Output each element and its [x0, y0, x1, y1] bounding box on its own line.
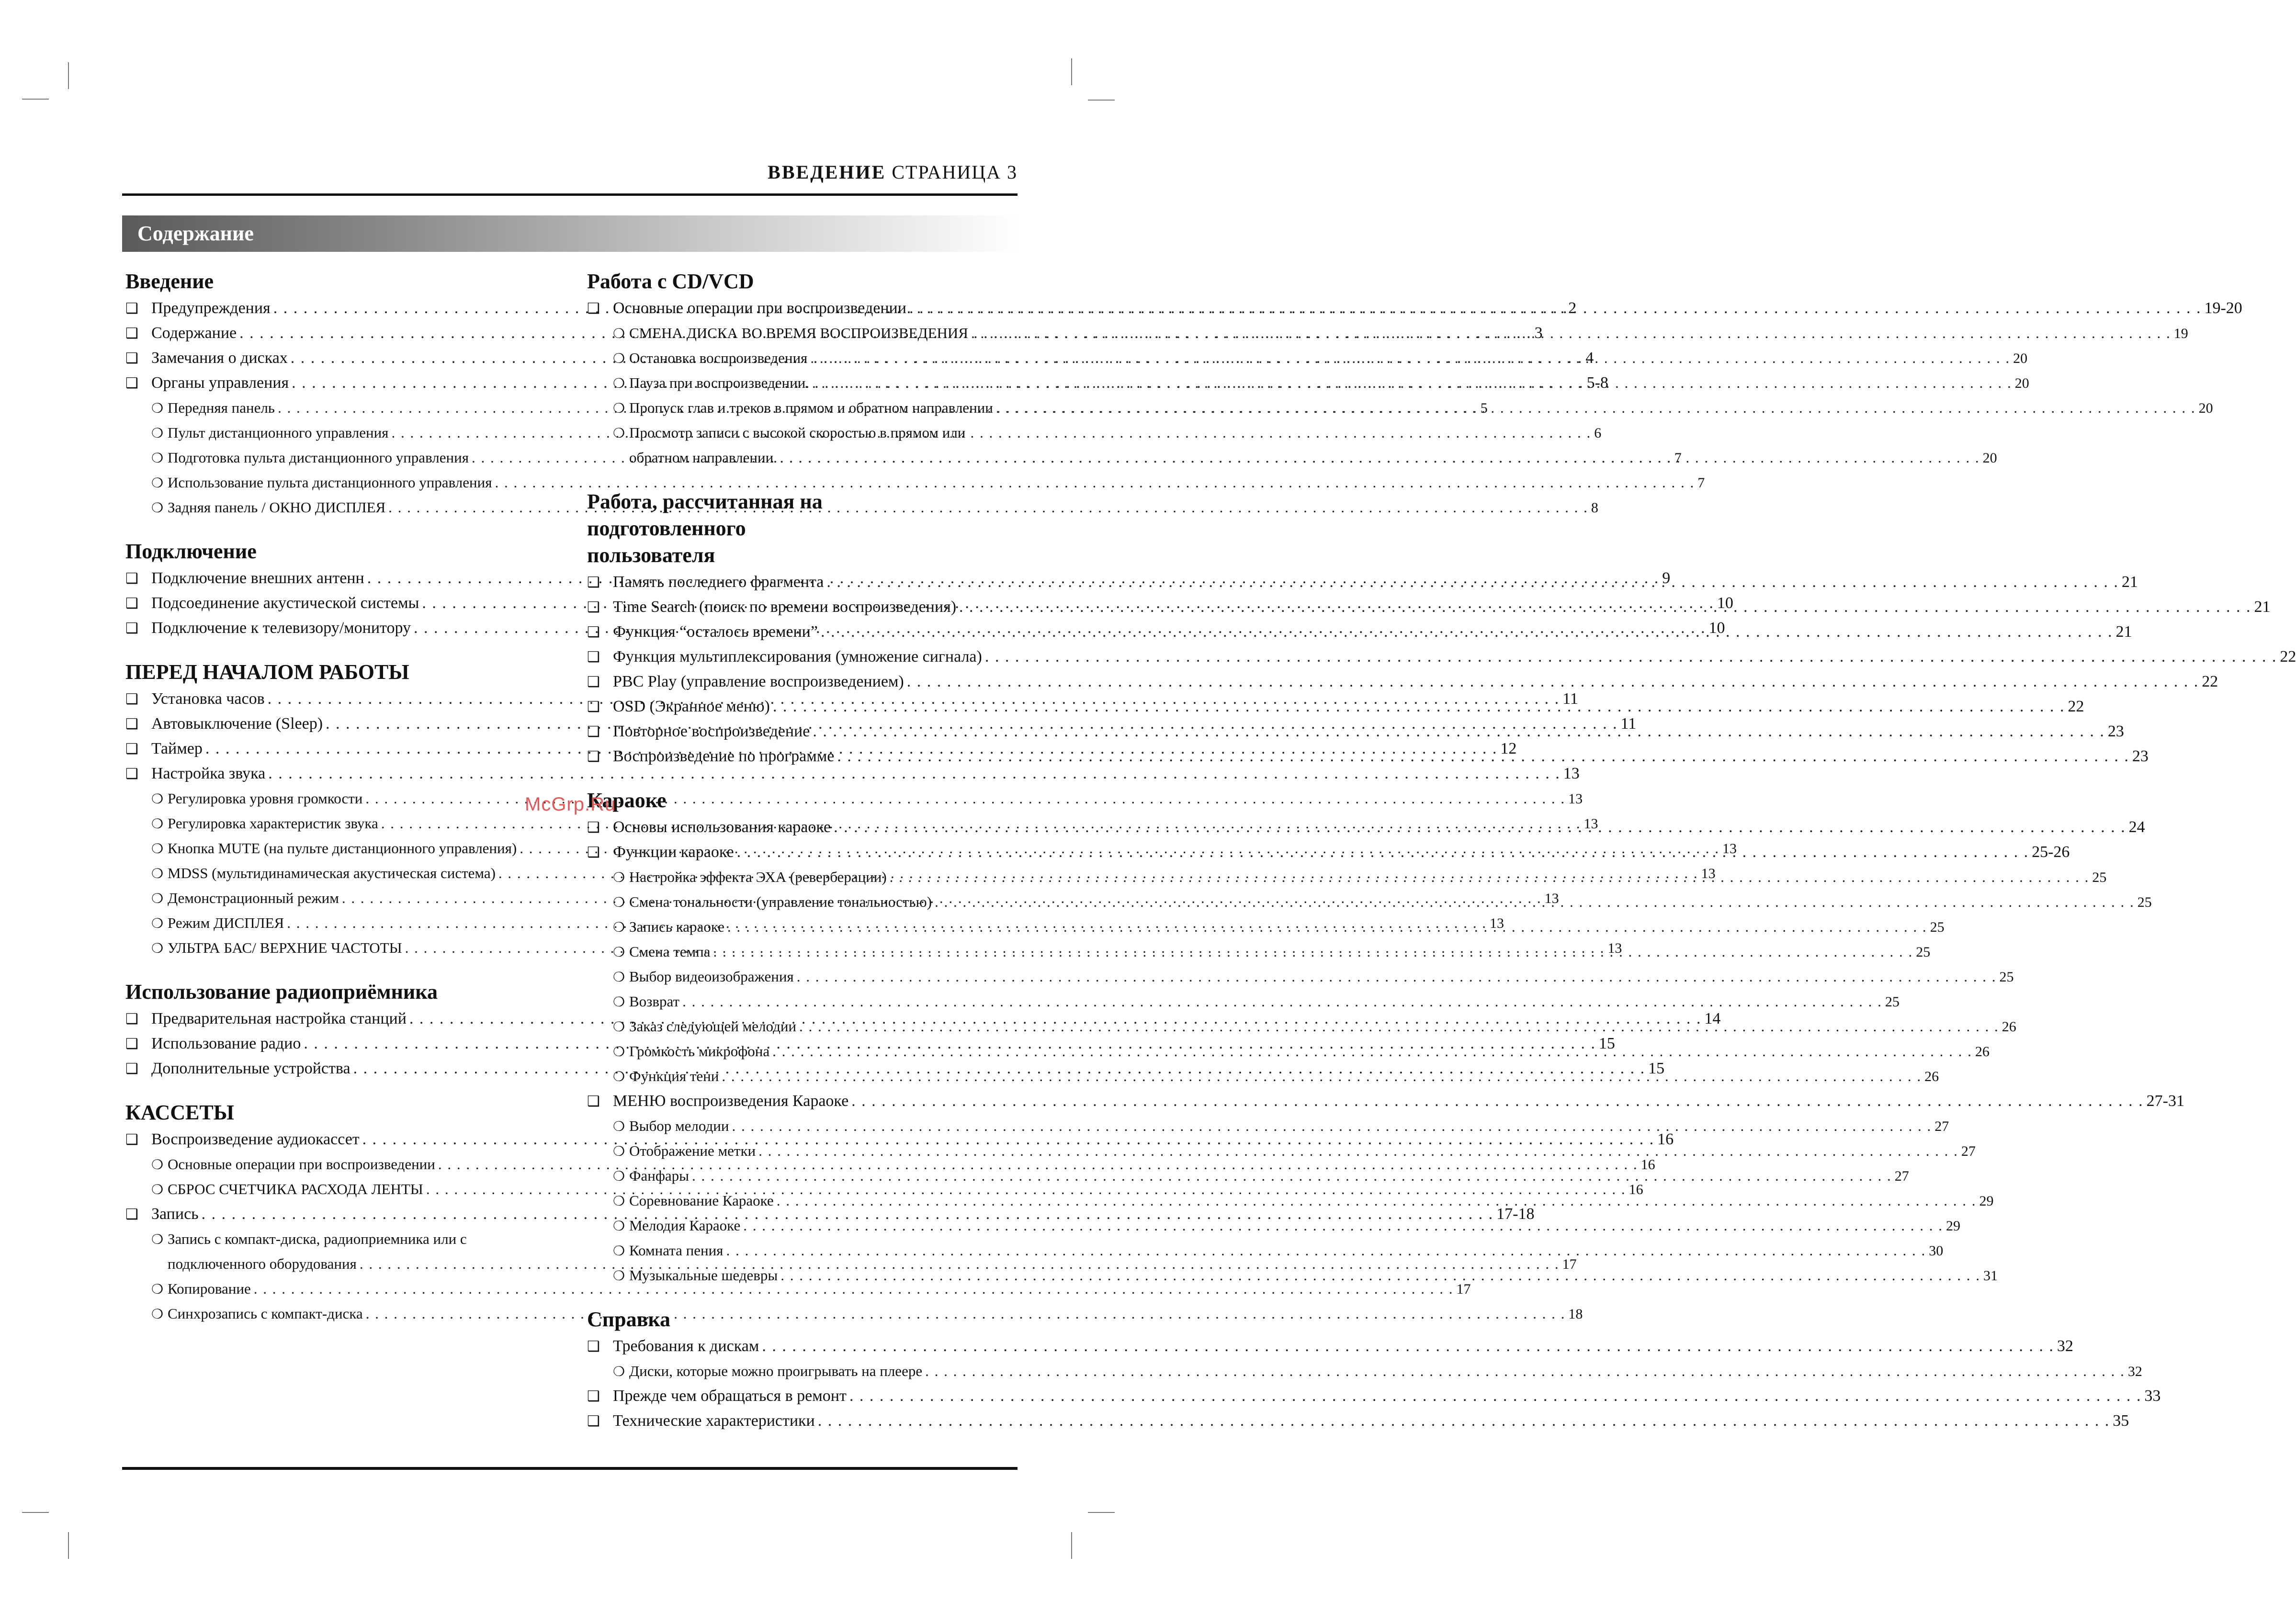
entry-page: 19 — [2173, 326, 2188, 341]
circle-bullet-icon: ❍ — [151, 891, 164, 906]
entry-page: 26 — [2002, 1019, 2016, 1035]
checkbox-bullet-icon: ❑ — [125, 766, 138, 782]
dot-leader — [692, 1163, 1892, 1188]
toc-entry[interactable] — [587, 1238, 1944, 1263]
entry-text: Синхрозапись с компакт-диска — [168, 1305, 363, 1322]
entry-text: Использование пульта дистанционного управления — [168, 474, 492, 491]
entry-page: 13 — [1583, 816, 1598, 832]
entry-page: 21 — [2254, 598, 2271, 616]
header-section: ВВЕДЕНИЕ — [768, 161, 886, 183]
entry-text: Память последнего фрагмента — [613, 573, 824, 591]
entry-page: 29 — [1979, 1193, 1994, 1209]
checkbox-bullet-icon: ❑ — [587, 599, 600, 615]
entry-text: Подготовка пульта дистанционного управления — [168, 449, 469, 466]
circle-bullet-icon: ❍ — [151, 501, 164, 516]
dot-leader — [834, 815, 2126, 840]
circle-bullet-icon: ❍ — [613, 945, 625, 960]
entry-page: 13 — [1607, 940, 1622, 956]
dot-leader — [996, 395, 2196, 420]
toc-entry[interactable] — [587, 296, 2242, 321]
checkbox-bullet-icon: ❑ — [587, 845, 600, 860]
checkbox-bullet-icon: ❑ — [587, 674, 600, 690]
dot-leader — [812, 371, 2012, 395]
circle-bullet-icon: ❍ — [151, 842, 164, 857]
entry-page: 20 — [2014, 375, 2029, 391]
dot-leader — [773, 694, 2065, 719]
header-page-label: СТРАНИЦА 3 — [892, 161, 1018, 183]
entry-text: Демонстрационный режим — [168, 890, 339, 906]
circle-bullet-icon: ❍ — [151, 1307, 164, 1322]
circle-bullet-icon: ❍ — [613, 327, 625, 341]
toc-entry[interactable] — [587, 420, 1013, 445]
entry-page: 25 — [1885, 994, 1900, 1010]
entry-text: Задняя панель / ОКНО ДИСПЛЕЯ — [168, 499, 386, 516]
entry-page: 25 — [1916, 944, 1931, 960]
entry-page: 27 — [1894, 1168, 1909, 1184]
entry-page: 18 — [1568, 1306, 1583, 1322]
circle-bullet-icon: ❍ — [613, 870, 625, 885]
entry-text: Заказ следующей мелодии — [629, 1018, 797, 1035]
entry-text: Прежде чем обращаться в ремонт — [613, 1387, 847, 1405]
circle-bullet-icon: ❍ — [613, 895, 625, 910]
entry-text: Выбор мелодии — [629, 1117, 729, 1134]
entry-text: Воспроизведение по программе — [613, 747, 835, 765]
entry-text: Замечания о дисках — [151, 349, 288, 367]
entry-text: Подключение к телевизору/монитору — [151, 619, 411, 637]
section-title: Использование радиоприёмника — [125, 980, 438, 1004]
circle-bullet-icon: ❍ — [613, 351, 625, 366]
entry-page: 31 — [1983, 1268, 1998, 1284]
dot-leader — [925, 1359, 2125, 1384]
entry-page: 27 — [1934, 1118, 1949, 1134]
dot-leader — [813, 719, 2105, 744]
entry-text: Подключение внешних антенн — [151, 569, 364, 587]
watermark: McGrp.Ru — [525, 794, 616, 815]
contents-title: Содержание — [137, 222, 254, 245]
dot-leader — [851, 1089, 2144, 1114]
entry-page: 10 — [1717, 594, 1733, 612]
entry-page: 3 — [1534, 324, 1543, 342]
checkbox-bullet-icon: ❑ — [125, 716, 138, 732]
entry-text: Режим ДИСПЛЕЯ — [168, 914, 284, 931]
entry-page: 30 — [1929, 1243, 1944, 1259]
entry-page: 17 — [1456, 1281, 1471, 1297]
checkbox-bullet-icon: ❑ — [125, 596, 138, 611]
entry-text: Time Search (поиск по времени воспроизведения) — [613, 598, 957, 616]
entry-text: Функция “осталось времени” — [613, 623, 818, 641]
page-header — [122, 161, 1018, 190]
checkbox-bullet-icon: ❑ — [125, 741, 138, 757]
entry-page: 14 — [1704, 1010, 1721, 1027]
toc-entry[interactable] — [587, 1409, 2129, 1433]
dot-leader — [985, 644, 2277, 669]
entry-page: 26 — [1975, 1044, 1990, 1060]
checkbox-bullet-icon: ❑ — [125, 375, 138, 391]
entry-text: Запись с компакт-диска, радиоприемника или с — [168, 1230, 467, 1247]
section-title: Работа, рассчитанная на подготовленного пользователя — [587, 490, 823, 567]
checkbox-bullet-icon: ❑ — [587, 1388, 600, 1404]
circle-bullet-icon: ❍ — [151, 792, 164, 807]
checkbox-bullet-icon: ❑ — [587, 1339, 600, 1354]
entry-text: Дополнительные устройства — [151, 1060, 351, 1077]
entry-text: Отображение метки — [629, 1142, 756, 1159]
entry-page: 16 — [1629, 1182, 1643, 1197]
circle-bullet-icon: ❍ — [151, 916, 164, 931]
entry-page: 7 — [1697, 475, 1705, 491]
checkbox-bullet-icon: ❑ — [587, 649, 600, 665]
entry-page: 17 — [1562, 1256, 1577, 1272]
entry-page: 29 — [1945, 1218, 1960, 1234]
entry-text: Пульт дистанционного управления — [168, 424, 389, 441]
dot-leader — [780, 445, 1980, 470]
dot-leader — [772, 1039, 1972, 1064]
entry-text: Основные операции при воспроизведении — [613, 299, 906, 317]
dot-leader — [762, 1334, 2054, 1359]
toc-entry[interactable] — [125, 761, 1580, 786]
circle-bullet-icon: ❍ — [613, 970, 625, 985]
circle-bullet-icon: ❍ — [613, 1045, 625, 1060]
dot-leader — [726, 1238, 1926, 1263]
entry-text: СМЕНА ДИСКА ВО ВРЕМЯ ВОСПРОИЗВЕДЕНИЯ — [629, 325, 968, 341]
footer-rule — [122, 1467, 1018, 1470]
entry-page: 32 — [2127, 1364, 2142, 1379]
entry-text: Мелодия Караоке — [629, 1217, 741, 1234]
entry-text: Установка часов — [151, 690, 265, 708]
entry-text: Остановка воспроизведения — [629, 350, 808, 366]
entry-text: Громкость микрофона — [629, 1043, 770, 1060]
dot-leader — [837, 744, 2129, 769]
entry-page: 12 — [1500, 740, 1517, 757]
dot-leader — [758, 1139, 1958, 1163]
entry-page: 27-31 — [2146, 1092, 2184, 1110]
entry-page: 15 — [1598, 1035, 1615, 1052]
entry-text: подключенного оборудования — [168, 1255, 357, 1272]
entry-text: Основные операции при воспроизведении — [168, 1156, 435, 1173]
circle-bullet-icon: ❍ — [613, 1244, 625, 1259]
entry-text: Диски, которые можно проигрывать на плеере — [629, 1363, 923, 1379]
entry-text: Содержание — [151, 324, 237, 342]
checkbox-bullet-icon: ❑ — [125, 326, 138, 341]
entry-text: СБРОС СЧЕТЧИКА РАСХОДА ЛЕНТЫ — [168, 1181, 423, 1197]
entry-page: 5 — [1480, 400, 1488, 416]
entry-text: Повторное воспроизведение — [613, 722, 810, 740]
checkbox-bullet-icon: ❑ — [587, 624, 600, 640]
section-title: Караоке — [587, 789, 667, 812]
toc-entry[interactable] — [587, 964, 2014, 989]
entry-text: Выбор видеоизображения — [629, 968, 794, 985]
checkbox-bullet-icon: ❑ — [125, 1011, 138, 1027]
entry-page: 25 — [1930, 919, 1945, 935]
circle-bullet-icon: ❍ — [151, 476, 164, 491]
entry-page: 25 — [2137, 894, 2152, 910]
entry-text: Кнопка MUTE (на пульте дистанционного управления) — [168, 840, 517, 857]
dot-leader — [826, 570, 2119, 595]
circle-bullet-icon: ❍ — [151, 401, 164, 416]
entry-text: обратном направлении. — [629, 449, 777, 466]
toc-entry[interactable] — [587, 1359, 2142, 1384]
entry-text: Функция тени — [629, 1068, 719, 1084]
checkbox-bullet-icon: ❑ — [125, 620, 138, 636]
entry-text: Органы управления — [151, 374, 289, 392]
circle-bullet-icon: ❍ — [151, 1232, 164, 1247]
crop-mark — [1088, 1512, 1115, 1513]
entry-text: МЕНЮ воспроизведения Караоке — [613, 1092, 849, 1110]
checkbox-bullet-icon: ❑ — [125, 301, 138, 316]
entry-page: 11 — [1562, 690, 1578, 708]
entry-text: Соревнование Караоке — [629, 1192, 774, 1209]
toc-entry[interactable] — [587, 346, 2028, 371]
checkbox-bullet-icon: ❑ — [587, 820, 600, 835]
entry-text: Настройка звука — [151, 765, 266, 782]
toc-entry[interactable] — [125, 1227, 550, 1252]
entry-text: Функция мультиплексирования (умножение сигнала) — [613, 648, 982, 666]
entry-page: 6 — [1594, 425, 1602, 441]
entry-text: Регулировка уровня громкости — [168, 790, 363, 807]
entry-text: Подсоединение акустической системы — [151, 594, 419, 612]
dot-leader — [799, 1014, 1999, 1039]
section-title: Подключение — [125, 540, 257, 563]
dot-leader — [797, 964, 1997, 989]
dot-leader — [743, 1213, 1943, 1238]
circle-bullet-icon: ❍ — [613, 1269, 625, 1284]
entry-text: Передняя панель — [168, 399, 275, 416]
circle-bullet-icon: ❍ — [613, 401, 625, 416]
entry-page: 16 — [1640, 1157, 1655, 1173]
dot-leader — [971, 321, 2171, 346]
crop-mark — [68, 62, 69, 89]
entry-page: 22 — [2202, 673, 2218, 690]
toc-entry[interactable] — [587, 395, 2213, 420]
entry-page: 22 — [2280, 648, 2296, 666]
entry-page: 17-18 — [1496, 1205, 1535, 1223]
entry-page: 21 — [2115, 623, 2132, 641]
section-title: КАССЕТЫ — [125, 1101, 234, 1124]
circle-bullet-icon: ❍ — [613, 1070, 625, 1084]
circle-bullet-icon: ❍ — [151, 867, 164, 881]
toc-entry[interactable] — [587, 321, 2188, 346]
entry-text: Смена тональности (управление тональностью) — [629, 893, 932, 910]
entry-text: Требования к дискам — [613, 1337, 759, 1355]
entry-page: 10 — [1708, 619, 1725, 637]
entry-page: 35 — [2113, 1412, 2129, 1430]
entry-text: Пауза при воспроизведении. — [629, 374, 809, 391]
entry-text: Запись караоке — [629, 918, 724, 935]
entry-page: 13 — [1701, 866, 1716, 881]
entry-page: 20 — [1982, 450, 1997, 466]
entry-page: 13 — [1489, 915, 1504, 931]
section-title: Работа с CD/VCD — [587, 270, 754, 293]
entry-text: Таймер — [151, 740, 203, 757]
entry-text: Регулировка характеристик звука — [168, 815, 378, 832]
entry-text: Пропуск глав и треков в прямом и обратном направлении — [629, 399, 993, 416]
entry-page: 25 — [2092, 869, 2107, 885]
entry-page: 15 — [1648, 1060, 1665, 1077]
entry-page: 2 — [1568, 299, 1577, 317]
checkbox-bullet-icon: ❑ — [587, 724, 600, 740]
circle-bullet-icon: ❍ — [613, 426, 625, 441]
dot-leader — [849, 1384, 2142, 1409]
entry-text: Функции караоке — [613, 843, 734, 861]
checkbox-bullet-icon: ❑ — [125, 1036, 138, 1052]
dot-leader — [722, 1064, 1922, 1089]
entry-page: 26 — [1924, 1069, 1939, 1084]
checkbox-bullet-icon: ❑ — [125, 1061, 138, 1077]
circle-bullet-icon: ❍ — [613, 920, 625, 935]
entry-text: OSD (Экранное меню) — [613, 698, 770, 715]
entry-page: 16 — [1657, 1130, 1674, 1148]
entry-text: Основы использования караоке — [613, 818, 831, 836]
dot-leader — [780, 1263, 1980, 1288]
toc-entry[interactable] — [125, 495, 1598, 520]
circle-bullet-icon: ❍ — [151, 941, 164, 956]
entry-text: Копирование — [168, 1280, 251, 1297]
dot-leader — [810, 346, 2010, 371]
dot-leader — [713, 939, 1913, 964]
crop-mark — [1071, 1532, 1072, 1559]
entry-page: 11 — [1620, 715, 1637, 733]
entry-text: Комната пения — [629, 1242, 724, 1259]
checkbox-bullet-icon: ❑ — [587, 575, 600, 590]
dot-leader — [959, 595, 2251, 620]
entry-page: 33 — [2144, 1387, 2161, 1405]
crop-mark — [1088, 100, 1115, 101]
entry-page: 4 — [1585, 349, 1594, 367]
checkbox-bullet-icon: ❑ — [587, 749, 600, 765]
entry-text: Возврат — [629, 993, 680, 1010]
circle-bullet-icon: ❍ — [151, 1158, 164, 1173]
crop-mark — [22, 99, 49, 100]
entry-text: УЛЬТРА БАС/ ВЕРХНИЕ ЧАСТОТЫ — [168, 939, 402, 956]
checkbox-bullet-icon: ❑ — [125, 1132, 138, 1148]
entry-text: Музыкальные шедевры — [629, 1267, 778, 1284]
dot-leader — [821, 620, 2113, 644]
entry-page: 23 — [2132, 747, 2149, 765]
toc-entry[interactable] — [587, 1384, 2161, 1409]
entry-text: Предварительная настройка станций — [151, 1010, 407, 1027]
crop-mark — [1071, 58, 1072, 85]
entry-page: 32 — [2057, 1337, 2073, 1355]
section-title: Введение — [125, 270, 214, 293]
crop-mark — [68, 1532, 69, 1559]
circle-bullet-icon: ❍ — [151, 426, 164, 441]
entry-text: Использование радио — [151, 1035, 301, 1052]
entry-text: Настройка эффекта ЭХА (реверберации) — [629, 869, 887, 885]
section-title: ПЕРЕД НАЧАЛОМ РАБОТЫ — [125, 660, 409, 684]
toc-entry[interactable] — [125, 470, 1705, 495]
dot-leader — [818, 1409, 2110, 1433]
entry-page: 24 — [2128, 818, 2145, 836]
circle-bullet-icon: ❍ — [151, 1183, 164, 1197]
entry-text: MDSS (мультидинамическая акустическая система) — [168, 865, 496, 881]
entry-text: Автовыключение (Sleep) — [151, 715, 323, 733]
entry-text: Фанфары — [629, 1167, 690, 1184]
entry-page: 8 — [1591, 500, 1598, 516]
circle-bullet-icon: ❍ — [613, 995, 625, 1010]
entry-page: 20 — [2198, 400, 2213, 416]
entry-text: Смена темпа — [629, 943, 711, 960]
entry-text: PBC Play (управление воспроизведением) — [613, 673, 904, 690]
entry-page: 13 — [1544, 891, 1559, 906]
dot-leader — [935, 890, 2135, 914]
dot-leader — [890, 865, 2090, 890]
circle-bullet-icon: ❍ — [151, 817, 164, 832]
dot-leader — [909, 296, 2202, 321]
entry-page: 9 — [1662, 569, 1671, 587]
checkbox-bullet-icon: ❑ — [125, 350, 138, 366]
circle-bullet-icon: ❍ — [613, 1219, 625, 1234]
toc-entry[interactable] — [587, 570, 2138, 595]
toc-entry[interactable] — [587, 644, 2296, 669]
entry-text: Технические характеристики — [613, 1412, 815, 1430]
circle-bullet-icon: ❍ — [151, 1282, 164, 1297]
entry-page: 19-20 — [2204, 299, 2242, 317]
circle-bullet-icon: ❍ — [613, 1194, 625, 1209]
toc-entry[interactable] — [587, 1334, 2073, 1359]
section-title: Справка — [587, 1308, 671, 1331]
checkbox-bullet-icon: ❑ — [587, 1413, 600, 1429]
circle-bullet-icon: ❍ — [613, 1144, 625, 1159]
dot-leader — [907, 669, 2199, 694]
checkbox-bullet-icon: ❑ — [125, 1207, 138, 1222]
entry-page: 7 — [1674, 450, 1682, 466]
toc-entry[interactable] — [587, 669, 2218, 694]
entry-page: 25-26 — [2032, 843, 2070, 861]
checkbox-bullet-icon: ❑ — [587, 301, 600, 316]
entry-page: 20 — [2013, 350, 2028, 366]
circle-bullet-icon: ❍ — [613, 376, 625, 391]
circle-bullet-icon: ❍ — [151, 451, 164, 466]
circle-bullet-icon: ❍ — [613, 1169, 625, 1184]
entry-page: 25 — [1999, 969, 2014, 985]
toc-entry[interactable] — [587, 989, 1900, 1014]
contents-banner — [122, 215, 1018, 252]
entry-page: 13 — [1722, 841, 1737, 857]
circle-bullet-icon: ❍ — [613, 1020, 625, 1035]
dot-leader — [777, 1188, 1977, 1213]
circle-bullet-icon: ❍ — [613, 1119, 625, 1134]
entry-page: 13 — [1563, 765, 1580, 782]
entry-page: 23 — [2107, 722, 2124, 740]
toc-entry[interactable] — [587, 445, 1997, 470]
entry-text: Предупреждения — [151, 299, 271, 317]
crop-mark — [22, 1512, 49, 1513]
entry-text: Воспроизведение аудиокассет — [151, 1130, 360, 1148]
entry-page: 22 — [2068, 698, 2084, 715]
checkbox-bullet-icon: ❑ — [125, 691, 138, 707]
entry-page: 5-8 — [1586, 374, 1608, 392]
checkbox-bullet-icon: ❑ — [125, 571, 138, 587]
entry-page: 13 — [1568, 791, 1583, 807]
dot-leader — [737, 840, 2029, 865]
dot-leader — [727, 914, 1927, 939]
entry-text: Запись — [151, 1205, 199, 1223]
entry-page: 27 — [1961, 1143, 1976, 1159]
checkbox-bullet-icon: ❑ — [587, 699, 600, 715]
toc-entry[interactable] — [587, 1089, 2184, 1114]
dot-leader — [682, 989, 1882, 1014]
entry-page: 21 — [2121, 573, 2138, 591]
dot-leader — [732, 1114, 1932, 1139]
checkbox-bullet-icon: ❑ — [587, 1094, 600, 1109]
toc-entry[interactable] — [125, 1276, 1471, 1301]
entry-text: Просмотр записи с высокой скоростью в прямом или — [629, 424, 966, 441]
header-rule — [122, 193, 1018, 196]
circle-bullet-icon: ❍ — [613, 1365, 625, 1379]
